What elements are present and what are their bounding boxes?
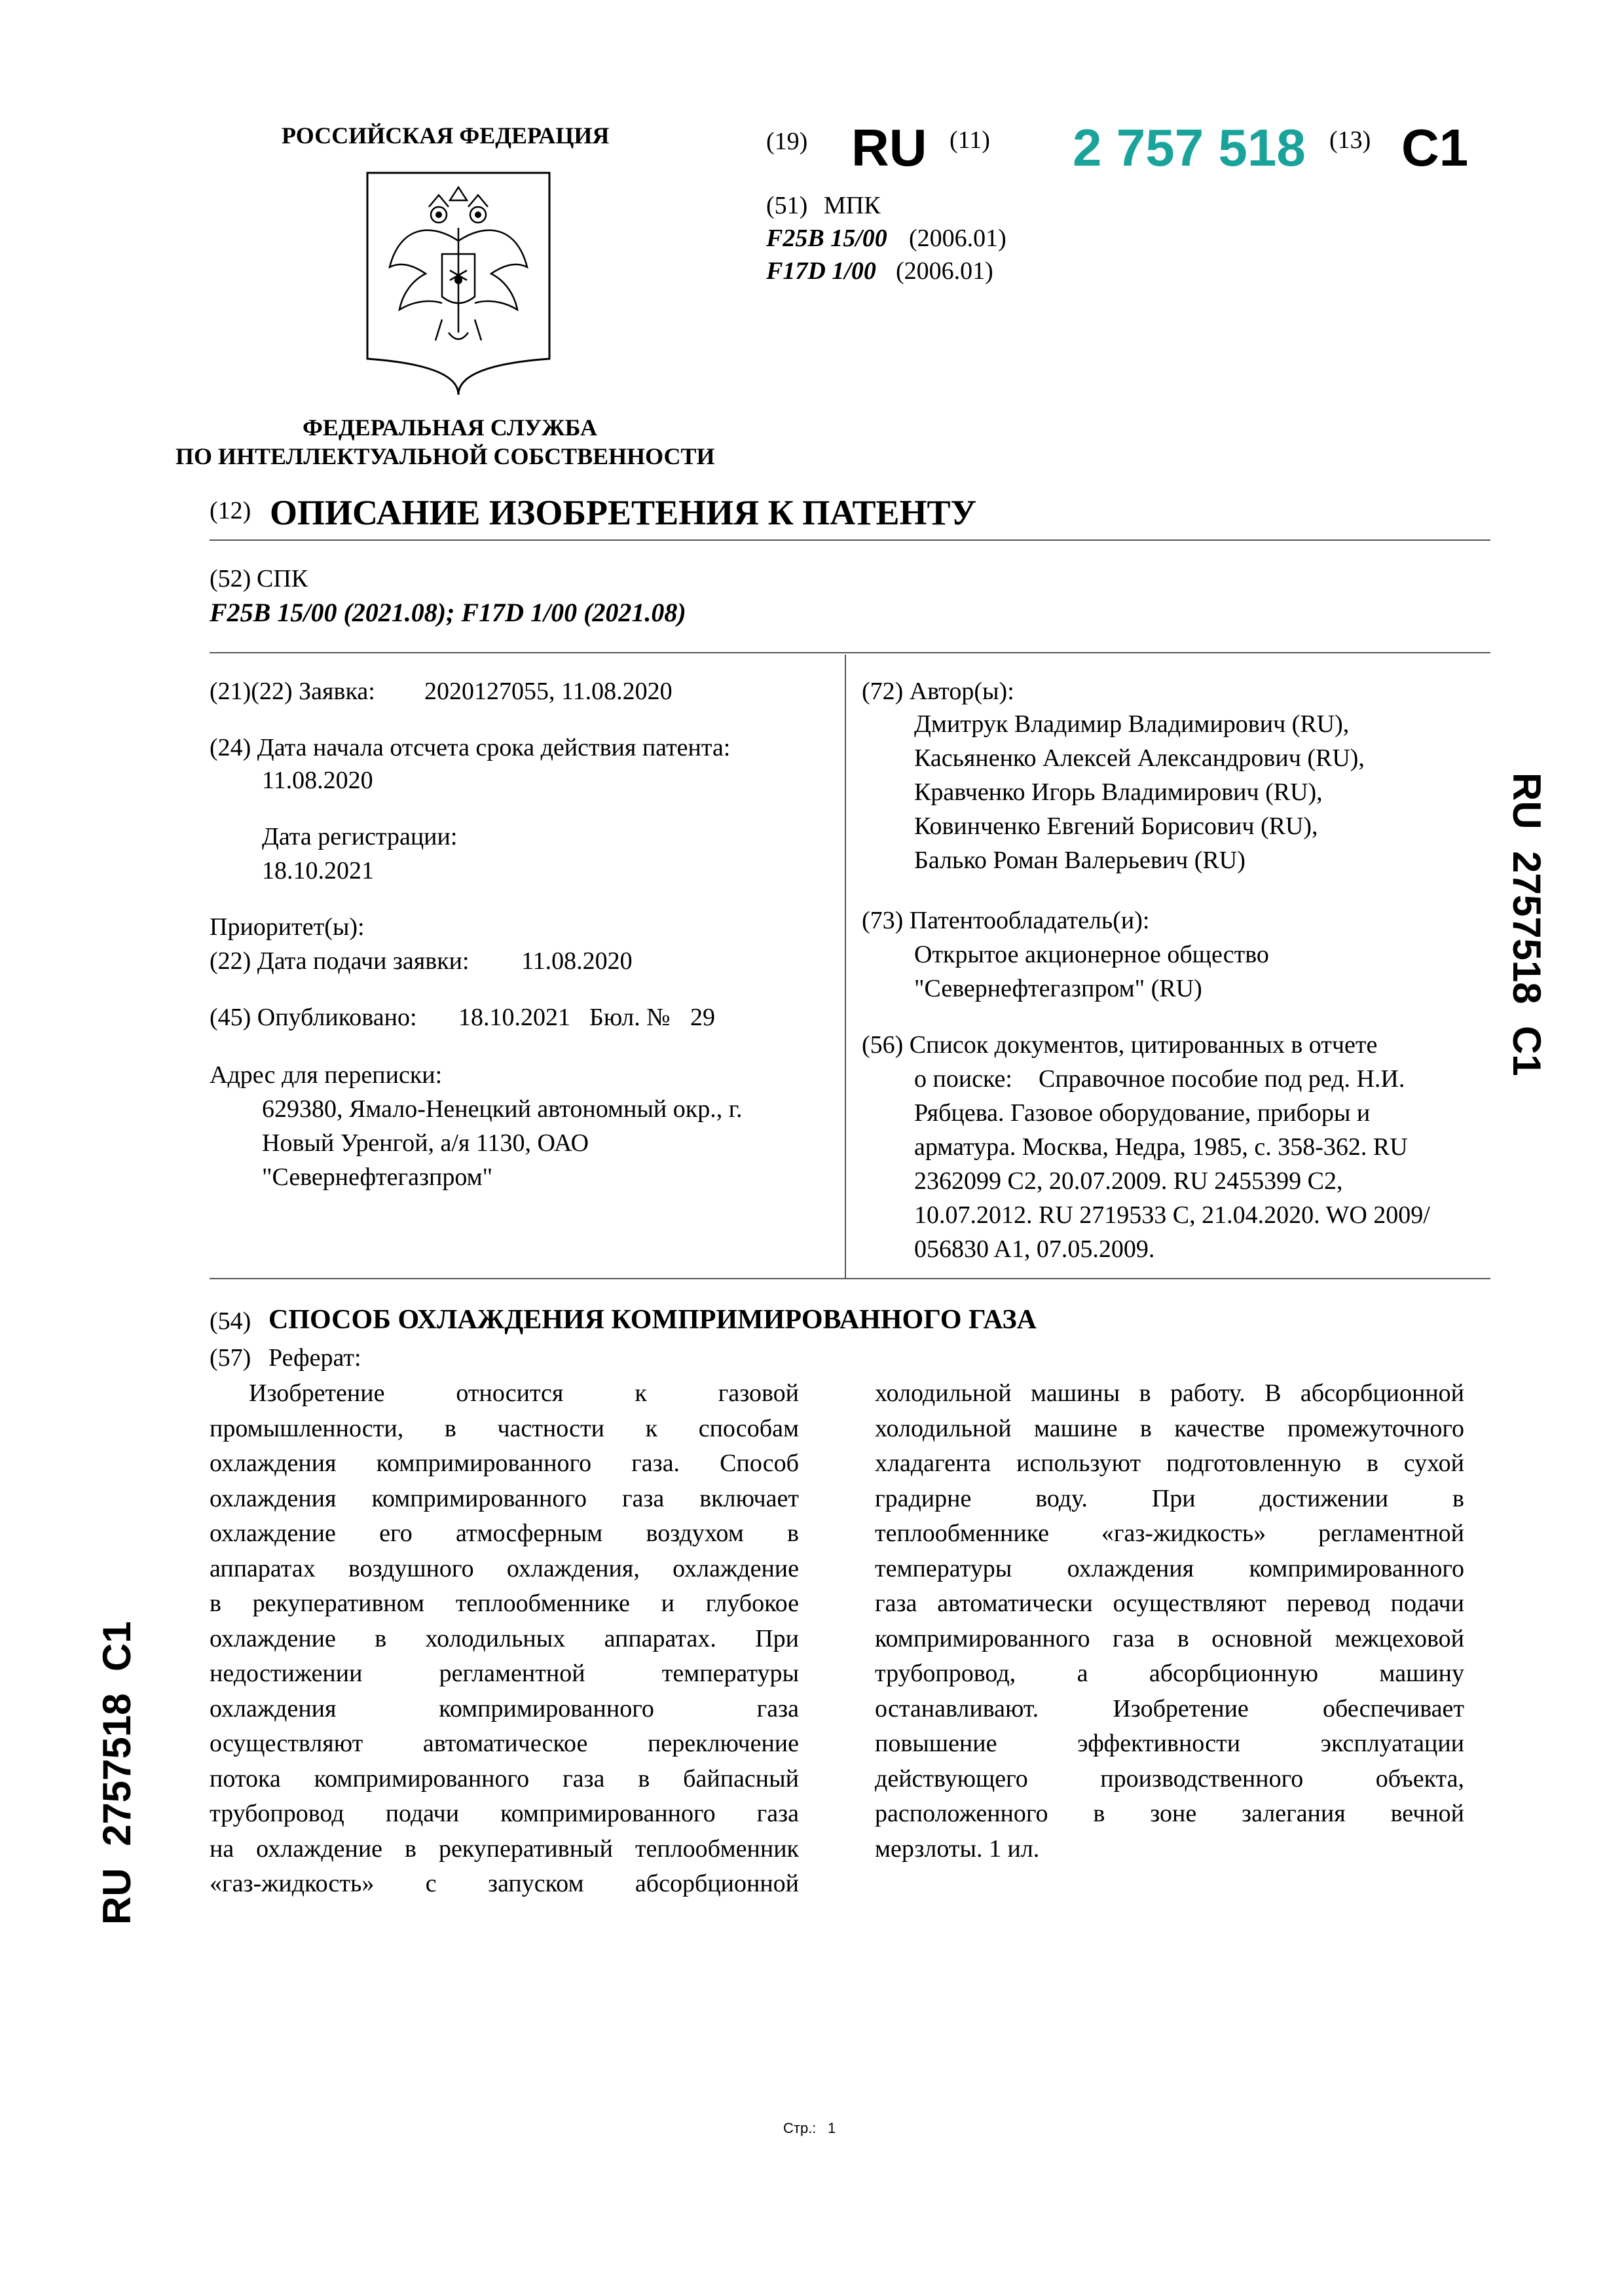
term-value: 11.08.2020 [262,767,373,794]
patent-number: 2 757 518 [1073,118,1306,177]
cpc-value: F25B 15/00 (2021.08); F17D 1/00 (2021.08) [210,598,686,627]
agency-name-line2: ПО ИНТЕЛЛЕКТУАЛЬНОЙ СОБСТВЕННОСТИ [175,443,715,469]
reference-line: 056830 A1, 07.05.2009. [914,1235,1155,1263]
country-name: РОССИЙСКАЯ ФЕДЕРАЦИЯ [282,122,610,149]
page-label: Стр.: [783,2120,817,2136]
coat-of-arms-emblem [363,169,553,398]
abstract-code: (57) [210,1344,251,1372]
abstract-line: охлаждения компримированного газа включает [210,1484,799,1512]
code-19: (19) [766,128,808,155]
bulletin-label: Бюл. № [589,1004,671,1031]
abstract-line: в рекуперативном теплообменнике и глубокое [210,1590,799,1617]
abstract-line: компримированного газа в основной межцеховой [875,1624,1464,1652]
abstract-line: охлаждение его атмосферным воздухом в [210,1520,799,1547]
side-id-right: RU 2757518 C1 [1505,773,1549,1076]
author-name: Кравченко Игорь Владимирович (RU), [914,778,1323,806]
title-code: (54) [210,1307,251,1335]
doc-type-code: (12) [210,497,251,524]
bulletin-value: 29 [690,1004,715,1031]
author-name: Дмитрук Владимир Владимирович (RU), [914,710,1350,738]
ipc-version-1: (2006.01) [909,225,1006,252]
owner-line: Открытое акционерное общество [914,941,1269,968]
application-label: (21)(22) Заявка: [210,678,375,705]
published-label: (45) Опубликовано: [210,1004,417,1031]
abstract-line: «газ-жидкость» с запуском абсорбционной [210,1870,799,1897]
reference-line: Рябцева. Газовое оборудование, приборы и [914,1099,1371,1127]
abstract-line: холодильной машине в качестве промежуточного [875,1414,1464,1442]
abstract-line: потока компримированного газа в байпасный [210,1764,799,1793]
abstract-line: трубопровод, а абсорбционную машину [875,1660,1464,1687]
reference-line: арматура. Москва, Недра, 1985, с. 358-362. RU [914,1133,1408,1161]
abstract-line: охлаждения компримированного газа. Способ [210,1449,799,1477]
country-code: RU [851,118,927,177]
page-number: 1 [828,2120,836,2136]
abstract-label: Реферат: [268,1344,361,1372]
code-11: (11) [950,126,990,154]
abstract-line: теплообменнике «газ-жидкость» регламентной [875,1520,1464,1547]
priority-label: Приоритет(ы): [210,913,365,941]
abstract-line: аппаратах воздушного охлаждения, охлаждение [210,1554,799,1582]
ipc-class-1: F25B 15/00 [766,225,887,252]
filing-value: 11.08.2020 [521,947,633,975]
abstract-line: повышение эффективности эксплуатации [875,1730,1464,1757]
address-label: Адрес для переписки: [210,1061,443,1089]
abstract-line: осуществляют автоматическое переключение [210,1730,799,1757]
cpc-label: СПК [257,565,308,592]
cpc-code: (52) [210,565,251,592]
abstract-line: хладагента используют подготовленную в сухой [875,1449,1464,1477]
address-line: 629380, Ямало-Ненецкий автономный окр., г. [262,1095,743,1123]
mpk-label: МПК [824,192,881,219]
owner-label: (73) Патентообладатель(и): [862,907,1150,934]
abstract-column-1 [210,1376,799,1902]
abstract-line: газа автоматически осуществляют перевод подачи [875,1590,1464,1617]
ipc-class-2: F17D 1/00 [766,257,876,285]
side-id-left: RU 2757518 C1 [95,1621,139,1925]
ipc-version-2: (2006.01) [896,257,993,285]
author-name: Ковинченко Евгений Борисович (RU), [914,812,1318,840]
filing-label: (22) Дата подачи заявки: [210,947,470,975]
abstract-line: недостижении регламентной температуры [210,1660,799,1687]
authors-label: (72) Автор(ы): [862,678,1014,705]
agency-name-line1: ФЕДЕРАЛЬНАЯ СЛУЖБА [303,414,597,441]
divider-top [210,539,1490,541]
code-51: (51) [766,192,808,219]
reference-line: 10.07.2012. RU 2719533 C, 21.04.2020. WO 2009/ [914,1201,1430,1229]
abstract-line: охлаждения компримированного газа [210,1694,799,1722]
registration-value: 18.10.2021 [262,857,374,884]
abstract-line: мерзлоты. 1 ил. [875,1834,1040,1863]
abstract-line: останавливают. Изобретение обеспечивает [875,1694,1464,1722]
doc-type-title: ОПИСАНИЕ ИЗОБРЕТЕНИЯ К ПАТЕНТУ [270,493,977,532]
owner-line: "Севернефтегазпром" (RU) [914,975,1202,1002]
references-label: (56) Список документов, цитированных в отчете [862,1031,1378,1059]
abstract-line: градирне воду. При достижении в [875,1484,1464,1512]
author-name: Балько Роман Валерьевич (RU) [914,847,1246,874]
address-line: "Севернефтегазпром" [262,1163,493,1191]
kind-code: C1 [1401,118,1469,177]
address-line: Новый Уренгой, а/я 1130, ОАО [262,1129,589,1157]
abstract-column-2 [875,1376,1464,1867]
abstract-line: трубопровод подачи компримированного газа [210,1800,799,1827]
abstract-line: на охлаждение в рекуперативный теплообменник [210,1834,799,1863]
published-value: 18.10.2021 [458,1004,570,1031]
abstract-line: холодильной машины в работу. В абсорбционной [875,1379,1464,1407]
abstract-line: Изобретение относится к газовой [249,1379,799,1407]
abstract-line: температуры охлаждения компримированного [875,1554,1464,1582]
registration-label: Дата регистрации: [262,823,458,850]
divider-bottom [210,1278,1490,1279]
application-value: 2020127055, 11.08.2020 [424,678,673,705]
term-label: (24) Дата начала отсчета срока действия патента: [210,734,731,761]
references-label-cont: о поиске: [914,1065,1012,1093]
invention-title: СПОСОБ ОХЛАЖДЕНИЯ КОМПРИМИРОВАННОГО ГАЗА [268,1305,1037,1335]
abstract-line: действующего производственного объекта, [875,1764,1464,1793]
reference-line: 2362099 C2, 20.07.2009. RU 2455399 C2, [914,1167,1343,1195]
abstract-line: промышленности, в частности к способам [210,1414,799,1442]
author-name: Касьяненко Алексей Александрович (RU), [914,744,1365,772]
abstract-line: охлаждение в холодильных аппаратах. При [210,1624,799,1652]
abstract-line: расположенного в зоне залегания вечной [875,1800,1464,1827]
code-13: (13) [1329,126,1371,154]
column-divider [845,655,846,1278]
reference-line: Справочное пособие под ред. Н.И. [1039,1065,1405,1093]
divider-cpc [210,652,1490,653]
